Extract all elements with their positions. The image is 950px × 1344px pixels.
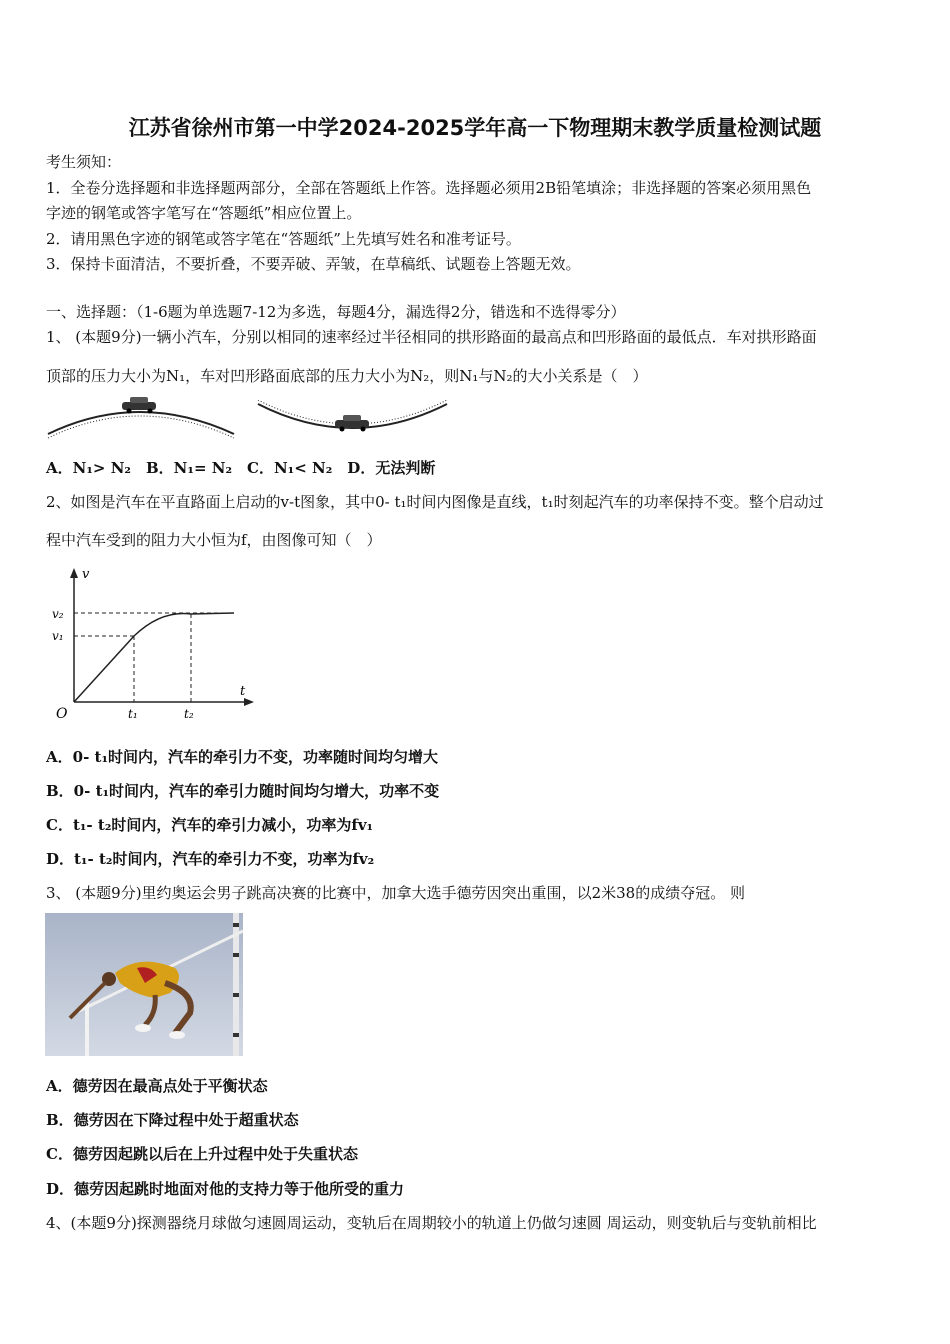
q3-option-c: C．德劳因起跳以后在上升过程中处于失重状态: [46, 1145, 358, 1163]
high-jump-photo: [45, 913, 243, 1056]
q2-line-1: 2、如图是汽车在平直路面上启动的v-t图象，其中0- t₁时间内图像是直线，t₁时刻起汽车的功率保持不变。整个启动过: [46, 493, 824, 511]
x-axis-label: t: [240, 684, 246, 699]
notice-item-1-line-2: 字迹的钢笔或答字笔写在“答题纸”相应位置上。: [46, 204, 362, 222]
q2-option-a: A．0- t₁时间内，汽车的牵引力不变，功率随时间均匀增大: [46, 748, 439, 766]
q2-line-2: 程中汽车受到的阻力大小恒为f，由图像可知（ ）: [46, 531, 382, 549]
v2-label: v₂: [52, 607, 64, 621]
origin-label: O: [56, 706, 68, 722]
q2-option-c: C．t₁- t₂时间内，汽车的牵引力减小，功率为fv₁: [46, 816, 374, 834]
page-title: 江苏省徐州市第一中学2024-2025学年高一下物理期末教学质量检测试题: [128, 116, 822, 140]
arch-road-figure: [44, 392, 239, 440]
q1-line-1: 1、 (本题9分)一辆小汽车，分别以相同的速率经过半径相同的拱形路面的最高点和凹形路面的最低点．车对拱形路面: [46, 328, 817, 346]
q1-line-2: 顶部的压力大小为N₁，车对凹形路面底部的压力大小为N₂，则N₁与N₂的大小关系是（ ）: [46, 367, 648, 385]
q3-option-b: B．德劳因在下降过程中处于超重状态: [46, 1111, 299, 1129]
vt-graph: [46, 562, 261, 727]
section-heading: 一、选择题：（1-6题为单选题7-12为多选，每题4分，漏选得2分，错选和不选得零分）: [46, 303, 626, 321]
notice-item-3: 3．保持卡面清洁，不要折叠，不要弄破、弄皱，在草稿纸、试题卷上答题无效。: [46, 255, 581, 273]
concave-road-figure: [255, 400, 450, 440]
q3-option-d: D．德劳因起跳时地面对他的支持力等于他所受的重力: [46, 1180, 405, 1198]
q2-option-d: D．t₁- t₂时间内，汽车的牵引力不变，功率为fv₂: [46, 850, 375, 868]
q1-options: A．N₁> N₂ B．N₁= N₂ C．N₁< N₂ D．无法判断: [46, 459, 436, 477]
notice-item-2: 2．请用黑色字迹的钢笔或答字笔在“答题纸”上先填写姓名和准考证号。: [46, 230, 521, 248]
t1-label: t₁: [128, 707, 138, 721]
v1-label: v₁: [52, 629, 64, 643]
y-axis-label: v: [82, 567, 90, 582]
q3-option-a: A．德劳因在最高点处于平衡状态: [46, 1077, 268, 1095]
q2-option-b: B．0- t₁时间内，汽车的牵引力随时间均匀增大，功率不变: [46, 782, 440, 800]
q4-line-1: 4、(本题9分)探测器绕月球做匀速圆周运动，变轨后在周期较小的轨道上仍做匀速圆 周运动，则变轨后与变轨前相比: [46, 1214, 817, 1232]
notice-item-1-line-1: 1．全卷分选择题和非选择题两部分，全部在答题纸上作答。选择题必须用2B铅笔填涂；非选择题的答案必须用黑色: [46, 179, 812, 197]
notice-heading: 考生须知：: [46, 153, 122, 171]
t2-label: t₂: [184, 707, 194, 721]
q3-line-1: 3、 (本题9分)里约奥运会男子跳高决赛的比赛中，加拿大选手德劳因突出重围，以2米38的成绩夺冠。 则: [46, 884, 745, 902]
